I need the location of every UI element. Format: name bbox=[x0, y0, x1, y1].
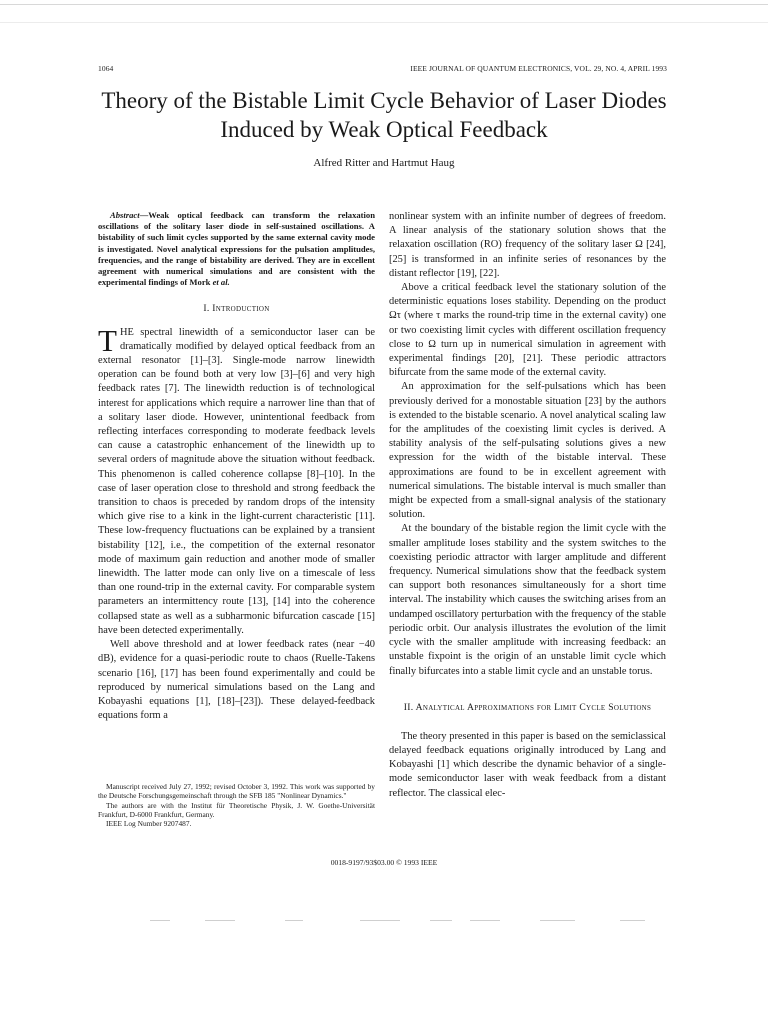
copyright-footer: 0018-9197/93$03.00 © 1993 IEEE bbox=[330, 858, 438, 867]
abstract-text: —Weak optical feedback can transform the relaxation oscillations of the solitary laser diode in self-sustained oscillations. A bistability of such limit cycles supported by the same external cavity mode is investigated. Novel analytical expressions for the pulsation amplitudes, frequencies, and the range of bistability are derived. They are in excellent agreement with numerical simulations and are consistent with the experimental findings of Mork bbox=[98, 210, 375, 288]
scan-artifact bbox=[205, 920, 235, 921]
drop-cap: T bbox=[98, 322, 117, 358]
intro-paragraph-1 bbox=[98, 322, 375, 638]
page-number: 1064 bbox=[98, 64, 114, 73]
scan-artifact bbox=[540, 920, 575, 921]
scan-artifact bbox=[150, 920, 170, 921]
intro-paragraph-2: Well above threshold and at lower feedback rates (near −40 dB), evidence for a quasi-periodic route to chaos (Ruelle-Takens scenario [16], [17] has been found experimentally and could be reproduced by numerical simulations based on the Lang and Kobayashi equations [1], [18]–[23]). These delayed-feedback equations form a bbox=[98, 639, 375, 722]
running-header: IEEE JOURNAL OF QUANTUM ELECTRONICS, VOL. 29, NO. 4, APRIL 1993 bbox=[410, 64, 667, 73]
left-column bbox=[98, 210, 375, 723]
intro-paragraph-3: nonlinear system with an infinite number of degrees of freedom. A linear analysis of the stationary solution shows that the relaxation oscillation (RO) frequency of the solitary laser Ω [24], [25] is transformed in an infinite series of resonances by the distant reflector [19], [22]. bbox=[389, 211, 666, 279]
abstract bbox=[98, 210, 375, 288]
scan-edge-line bbox=[0, 22, 768, 23]
paper-authors: Alfred Ritter and Hartmut Haug bbox=[313, 157, 455, 169]
abstract-label: Abstract bbox=[110, 210, 140, 220]
intro-paragraph-6: At the boundary of the bistable region the limit cycle with the smaller amplitude loses stability and the system switches to the coexisting periodic attractor with larger amplitude and different frequency. Numerical simulations show that the feedback system can support both resonances simultaneously for a short time interval. The instability which causes the switching arises from an undamped oscillatory perturbation with the frequency of the stable periodic orbit. Our analysis illustrates the evolution of the limit cycle with the smaller amplitude with increasing feedback: an unstable fixpoint is the origin of an unstable limit cycle which finally bifurcates into a stable limit cycle and an unstable torus. bbox=[389, 523, 666, 677]
scan-artifact bbox=[620, 920, 645, 921]
intro-paragraph-1-text: HE spectral linewidth of a semiconductor laser can be dramatically modified by delayed optical feedback from an external resonator [1]–[3]. Single-mode narrow linewidth operation can be found both at very low [3]–[6] and very high feedback rates [7]. The linewidth reduction is of technological interest for applications which require a narrower line than that of a solitary laser diode. However, unintentional feedback from reflecting interfaces corresponding to moderate feedback levels can cause a catastrophic enhancement of the linewidth up to several orders of magnitude above the situation without feedback. This phenomenon is called coherence collapse [8]–[10]. In the case of laser operation close to threshold and strong feedback the transition to chaos is preceded by random drops of the intensity which give rise to a kink in the light-current characteristic [11]. These low-frequency fluctuations can be explained by a transient bistability [12], i.e., the competition of the external resonator mode of maximum gain reduction and another mode of smaller linewidth. The latter mode can only live on a timescale of less than one round-trip in the external cavity. For comparable system parameters an intermittency route [13], [14] into the coherence collapsed state as well as a subharmonic bifurcation cascade [15] have been detected experimentally. bbox=[98, 326, 375, 636]
footnote-log-number: IEEE Log Number 9207487. bbox=[106, 819, 192, 829]
intro-paragraph-4: Above a critical feedback level the stationary solution of the deterministic equations loses stability. Depending on the product Ωτ (where τ marks the round-trip time in the external cavity) one or two coexisting limit cycles with different oscillation frequency close to Ω turn up in numerical simulation in agreement with experimental findings [20], [21]. These periodic attractors bifurcate from the same mode of the external cavity. bbox=[389, 282, 666, 379]
footnote-manuscript: Manuscript received July 27, 1992; revised October 3, 1992. This work was supported by the Deutsche Forschungsgemeinschaft through the SFB 185 "Nonlinear Dynamics." bbox=[98, 782, 375, 801]
footnote-affiliation: The authors are with the Institut für Theoretische Physik, J. W. Goethe-Universität Frankfurt, D-6000 Frankfurt, Germany. bbox=[98, 800, 375, 819]
scan-artifact bbox=[470, 920, 500, 921]
section-heading-analytical: II. Analytical Approximations for Limit Cycle Solutions bbox=[403, 701, 652, 713]
abstract-em: et al. bbox=[212, 277, 230, 288]
intro-paragraph-5: An approximation for the self-pulsations which has been previously derived for a monostable situation [23] by the authors is extended to the bistable scenario. A novel analytical scaling law for the amplitudes of the coexisting limit cycles is derived. A stability analysis of the self-pulsating solutions gives a new expression for the width of the bistable interval. These approximations are found to be in excellent agreement with numerical simulations. The bistable interval is much smaller than might be expected from a small-signal analysis of the stationary solution. bbox=[389, 381, 666, 521]
right-column bbox=[389, 210, 666, 801]
section2-paragraph-1: The theory presented in this paper is based on the semiclassical delayed feedback equations originally introduced by Lang and Kobayashi [1] which describe the dynamic behavior of a single-mode semiconductor laser with weak feedback from a distant reflector. The classical elec- bbox=[389, 730, 666, 799]
scan-artifact bbox=[360, 920, 400, 921]
scan-edge-line bbox=[0, 4, 768, 5]
section-heading-introduction: I. Introduction bbox=[203, 303, 270, 315]
scan-artifact bbox=[285, 920, 303, 921]
footnotes bbox=[98, 782, 375, 828]
scan-artifact bbox=[430, 920, 452, 921]
paper-title: Theory of the Bistable Limit Cycle Behavior of Laser Diodes Induced by Weak Optical Feedback bbox=[101, 88, 667, 142]
